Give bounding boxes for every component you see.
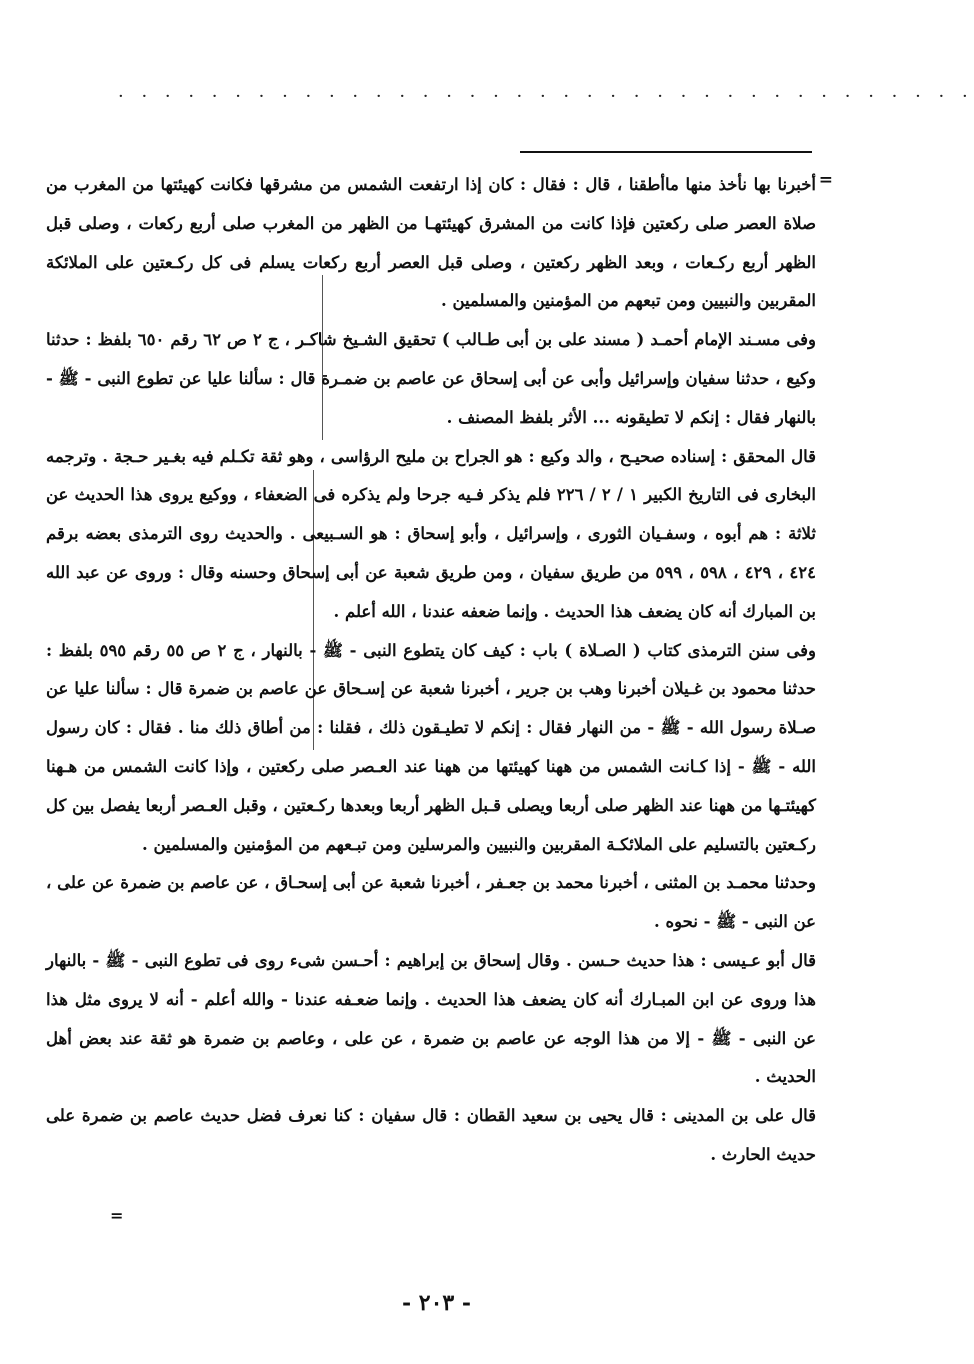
paragraph: قال على بن المدينى : قال يحيى بن سعيد القطان : قال سفيان : كنا نعرف فضل حديث عاصم بن ضمرة على حديث الحارث .: [46, 1106, 816, 1164]
paragraph: قال أبو عـيسى : هذا حديث حـسن . وقال إسحاق بن إبراهيم : أحـسن شىء روى فى تطوع النبى - ﷺ - بالنهار هذا وروى عن ابن المبـارك أنه كان يضعف هذا الحديث . وإنما ضعـفه عندنا - والله أعلم - أنه لا يروى مثل هذا عن النبى - ﷺ - إلا من هذا الوجه عن عاصم بن ضمرة ، عن على ، وعاصم بن ضمرة هو ثقة عند بعض أهل الحديث .: [46, 950, 816, 1087]
paragraph: قال المحقق : إسناده صحيـح ، والد وكيع : هو الجراح بن مليح الرؤاسى ، وهو ثقة تكـلم فيه بغـير حـجة . وترجمه البخارى فى التاريخ الكبير ١ / ٢ / ٢٢٦ فلم يذكر فـيه جرحا ولم يذكره فى الضعفاء ، ووكيع يروى هذا الحديث عن ثلاثة : هم أبوه ، وسفـيان الثورى ، وإسرائيل ، وأبو إسحاق : هو السـبيعى . والحديث روى الترمذى بعضه برقم ٤٢٤ ، ٤٢٩ ، ٥٩٨ ، ٥٩٩ من طريق سفيان ، ومن طريق شعبة عن أبى إسحاق وحسنه وقال : وروى عن عبد الله بن المبارك أنه كان يضعف هذا الحديث . وإنما ضعفه عندنا ، الله أعلم .: [46, 446, 817, 621]
paragraph: وفى مسـند الإمام أحمـد ( مسند على بن أبى طـالب ) تحقيق الشـيخ شاكـر ، ج ٢ ص ٦٢ رقم ٦٥٠ بلفظ : حدثنا وكيع ، حدثنا سفيان وإسرائيل وأبى عن أبى إسحاق عن عاصم بن ضمـرة قال : سألنا عليا عن تطوع النبى - ﷺ - بالنهار فقال : إنكم لا تطيقونه ... الأثر بلفظ المصنف .: [46, 330, 816, 427]
paragraph: وحدثنا محمـد بن المثنى ، أخبرنا محمد بن جعـفر ، أخبرنا شعبة عن أبى إسحـاق ، عن عاصم بن ضمرة عن على ، عن النبى - ﷺ - نحوه .: [46, 873, 816, 932]
dotted-separator: · · · · · · · · · · · · · · · · · · · · · · · · · · · · · · · · · · · · ·: [118, 86, 974, 107]
footnote-rule: [520, 151, 812, 153]
page-number: - ٢٠٣ -: [401, 1290, 472, 1316]
paragraph: وفى سنن الترمذى كتاب ( الصـلاة ) باب : كيف كان يتطوع النبى - ﷺ - بالنهار ، ج ٢ ص ٥٥ رقم ٥٩٥ بلفظ : حدثنا محمود بن غـيلان أخبرنا وهب بن جرير ، أخبرنا شعبة عن إسـحاق عن عاصم بن ضمرة قال : سألنا عليا عن صـلاة رسول الله - ﷺ - من النهار فقال : إنكم لا تطيـقون ذلك ، فقلنا : من أطاق ذلك منا . فقال : كان رسول الله - ﷺ - إذا كـانت الشمس من ههنا كهيئتها من ههنا عند العـصر صلى ركعتين ، وإذا كانت الشمس من هـهنا كهيئتـها من ههنا عند الظهر صلى أربعا ويصلى قـبل الظهر أربعا وبعدها ركـعتين ، وقبل العـصر أربعا يفصل بين كل ركـعتين بالتسليم على الملائكـة المقربين والنبيين والمرسلين ومن تبـعهم من المؤمنين والمسلمين .: [46, 640, 817, 854]
continuation-mark-start: =: [818, 170, 833, 190]
paragraph: أخبرنا بها نأخذ منها ماأطقنا ، قال : فقال : كان إذا ارتفعت الشمس من مشرقها فكانت كهيئتها من المغرب من صلاة العصر صلى ركعتين فإذا كانت من المشرق كهيئتهـا من الظهر من المغرب صلى أربع ركعات ، وصلى قبل الظهر أربع ركـعات ، وبعد الظهر ركعتين ، وصلى قبل العصر أربع ركعات يسلم فى كل ركـعتين على الملائكة المقربين والنبيين ومن تبعهم من المؤمنين والمسلمين .: [46, 175, 816, 311]
continuation-mark-end: =: [110, 1206, 124, 1225]
body-text: [46, 166, 816, 1175]
